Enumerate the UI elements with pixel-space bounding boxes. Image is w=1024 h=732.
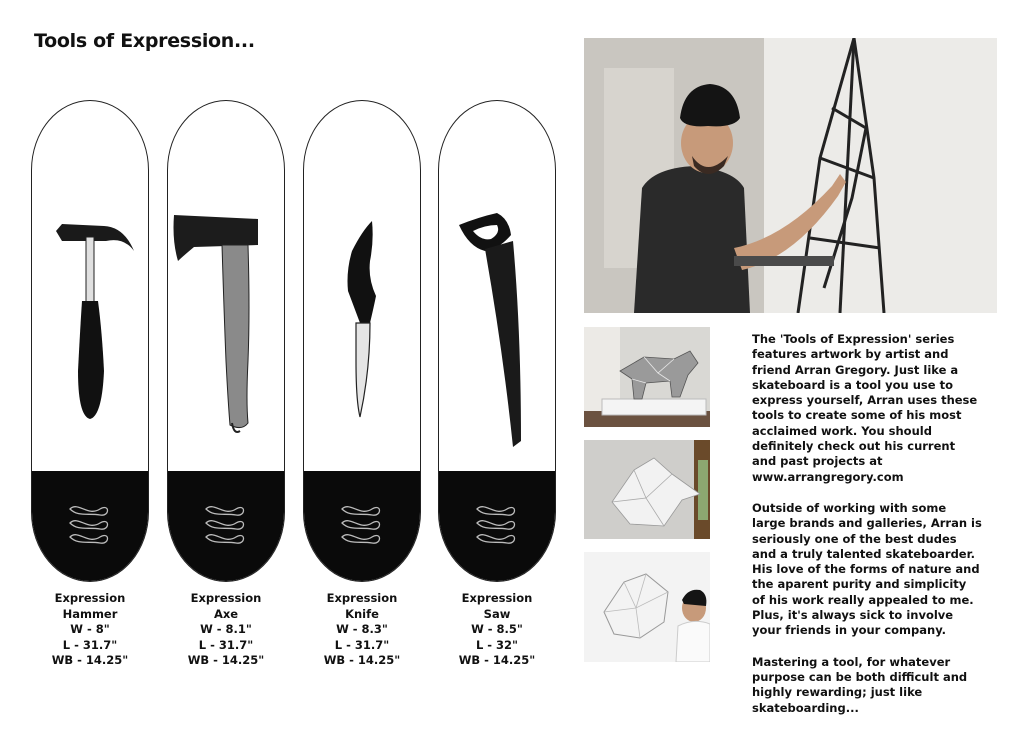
deck-width: W - 8.5" (471, 622, 523, 636)
deck-length: L - 32" (475, 637, 519, 652)
infinity-logo-icon (66, 501, 116, 547)
deck-hammer[interactable] (31, 100, 149, 582)
deck-wheelbase: WB - 14.25" (323, 653, 401, 667)
deck-width: W - 8" (70, 622, 110, 636)
deck-name: Expression (461, 591, 533, 605)
deck-length: L - 31.7" (62, 637, 118, 652)
artist-painting-photo (584, 38, 997, 313)
deck-wheelbase: WB - 14.25" (187, 653, 265, 667)
deck-name: Expression (190, 591, 262, 605)
wall-sculpture-photo (584, 440, 710, 539)
deck-model: Saw (483, 606, 511, 621)
deck-knife[interactable] (303, 100, 421, 582)
article-body (752, 332, 982, 732)
deck-spec-knife (303, 591, 421, 669)
infinity-logo-icon (473, 501, 523, 547)
deck-length: L - 31.7" (334, 637, 390, 652)
deck-axe[interactable] (167, 100, 285, 582)
page-title: Tools of Expression... (34, 30, 255, 52)
deck-wheelbase: WB - 14.25" (458, 653, 536, 667)
deck-wheelbase: WB - 14.25" (51, 653, 129, 667)
artist-sculpture-photo (584, 552, 710, 662)
deck-saw[interactable] (438, 100, 556, 582)
deck-model: Knife (345, 606, 379, 621)
deck-spec-hammer (31, 591, 149, 669)
article-paragraph: The 'Tools of Expression' series features artwork by artist and friend Arran Gregory. Just like a skateboard is a tool you use to express yourself, Arran uses these tools to create some of his most acclaimed work. You should definitely check out his current and past projects at www.arrangregory.com (752, 332, 978, 484)
deck-length: L - 31.7" (198, 637, 254, 652)
deck-spec-axe (167, 591, 285, 669)
deck-model: Hammer (62, 606, 118, 621)
deck-width: W - 8.3" (336, 622, 388, 636)
article-paragraph: Mastering a tool, for whatever purpose can be both difficult and highly rewarding; just like skateboarding... (752, 654, 968, 715)
deck-name: Expression (326, 591, 398, 605)
deck-name: Expression (54, 591, 126, 605)
infinity-logo-icon (202, 501, 252, 547)
deck-spec-saw (438, 591, 556, 669)
deck-model: Axe (213, 606, 239, 621)
wolf-sculpture-photo (584, 327, 710, 427)
infinity-logo-icon (338, 501, 388, 547)
deck-width: W - 8.1" (200, 622, 252, 636)
article-paragraph: Outside of working with some large brands and galleries, Arran is seriously one of the best dudes and a truly talented skateboarder. His love of the forms of nature and the aparent purity and simplicity of his work really appealed to me. Plus, it's always sick to involve your friends in your company. (752, 500, 982, 638)
